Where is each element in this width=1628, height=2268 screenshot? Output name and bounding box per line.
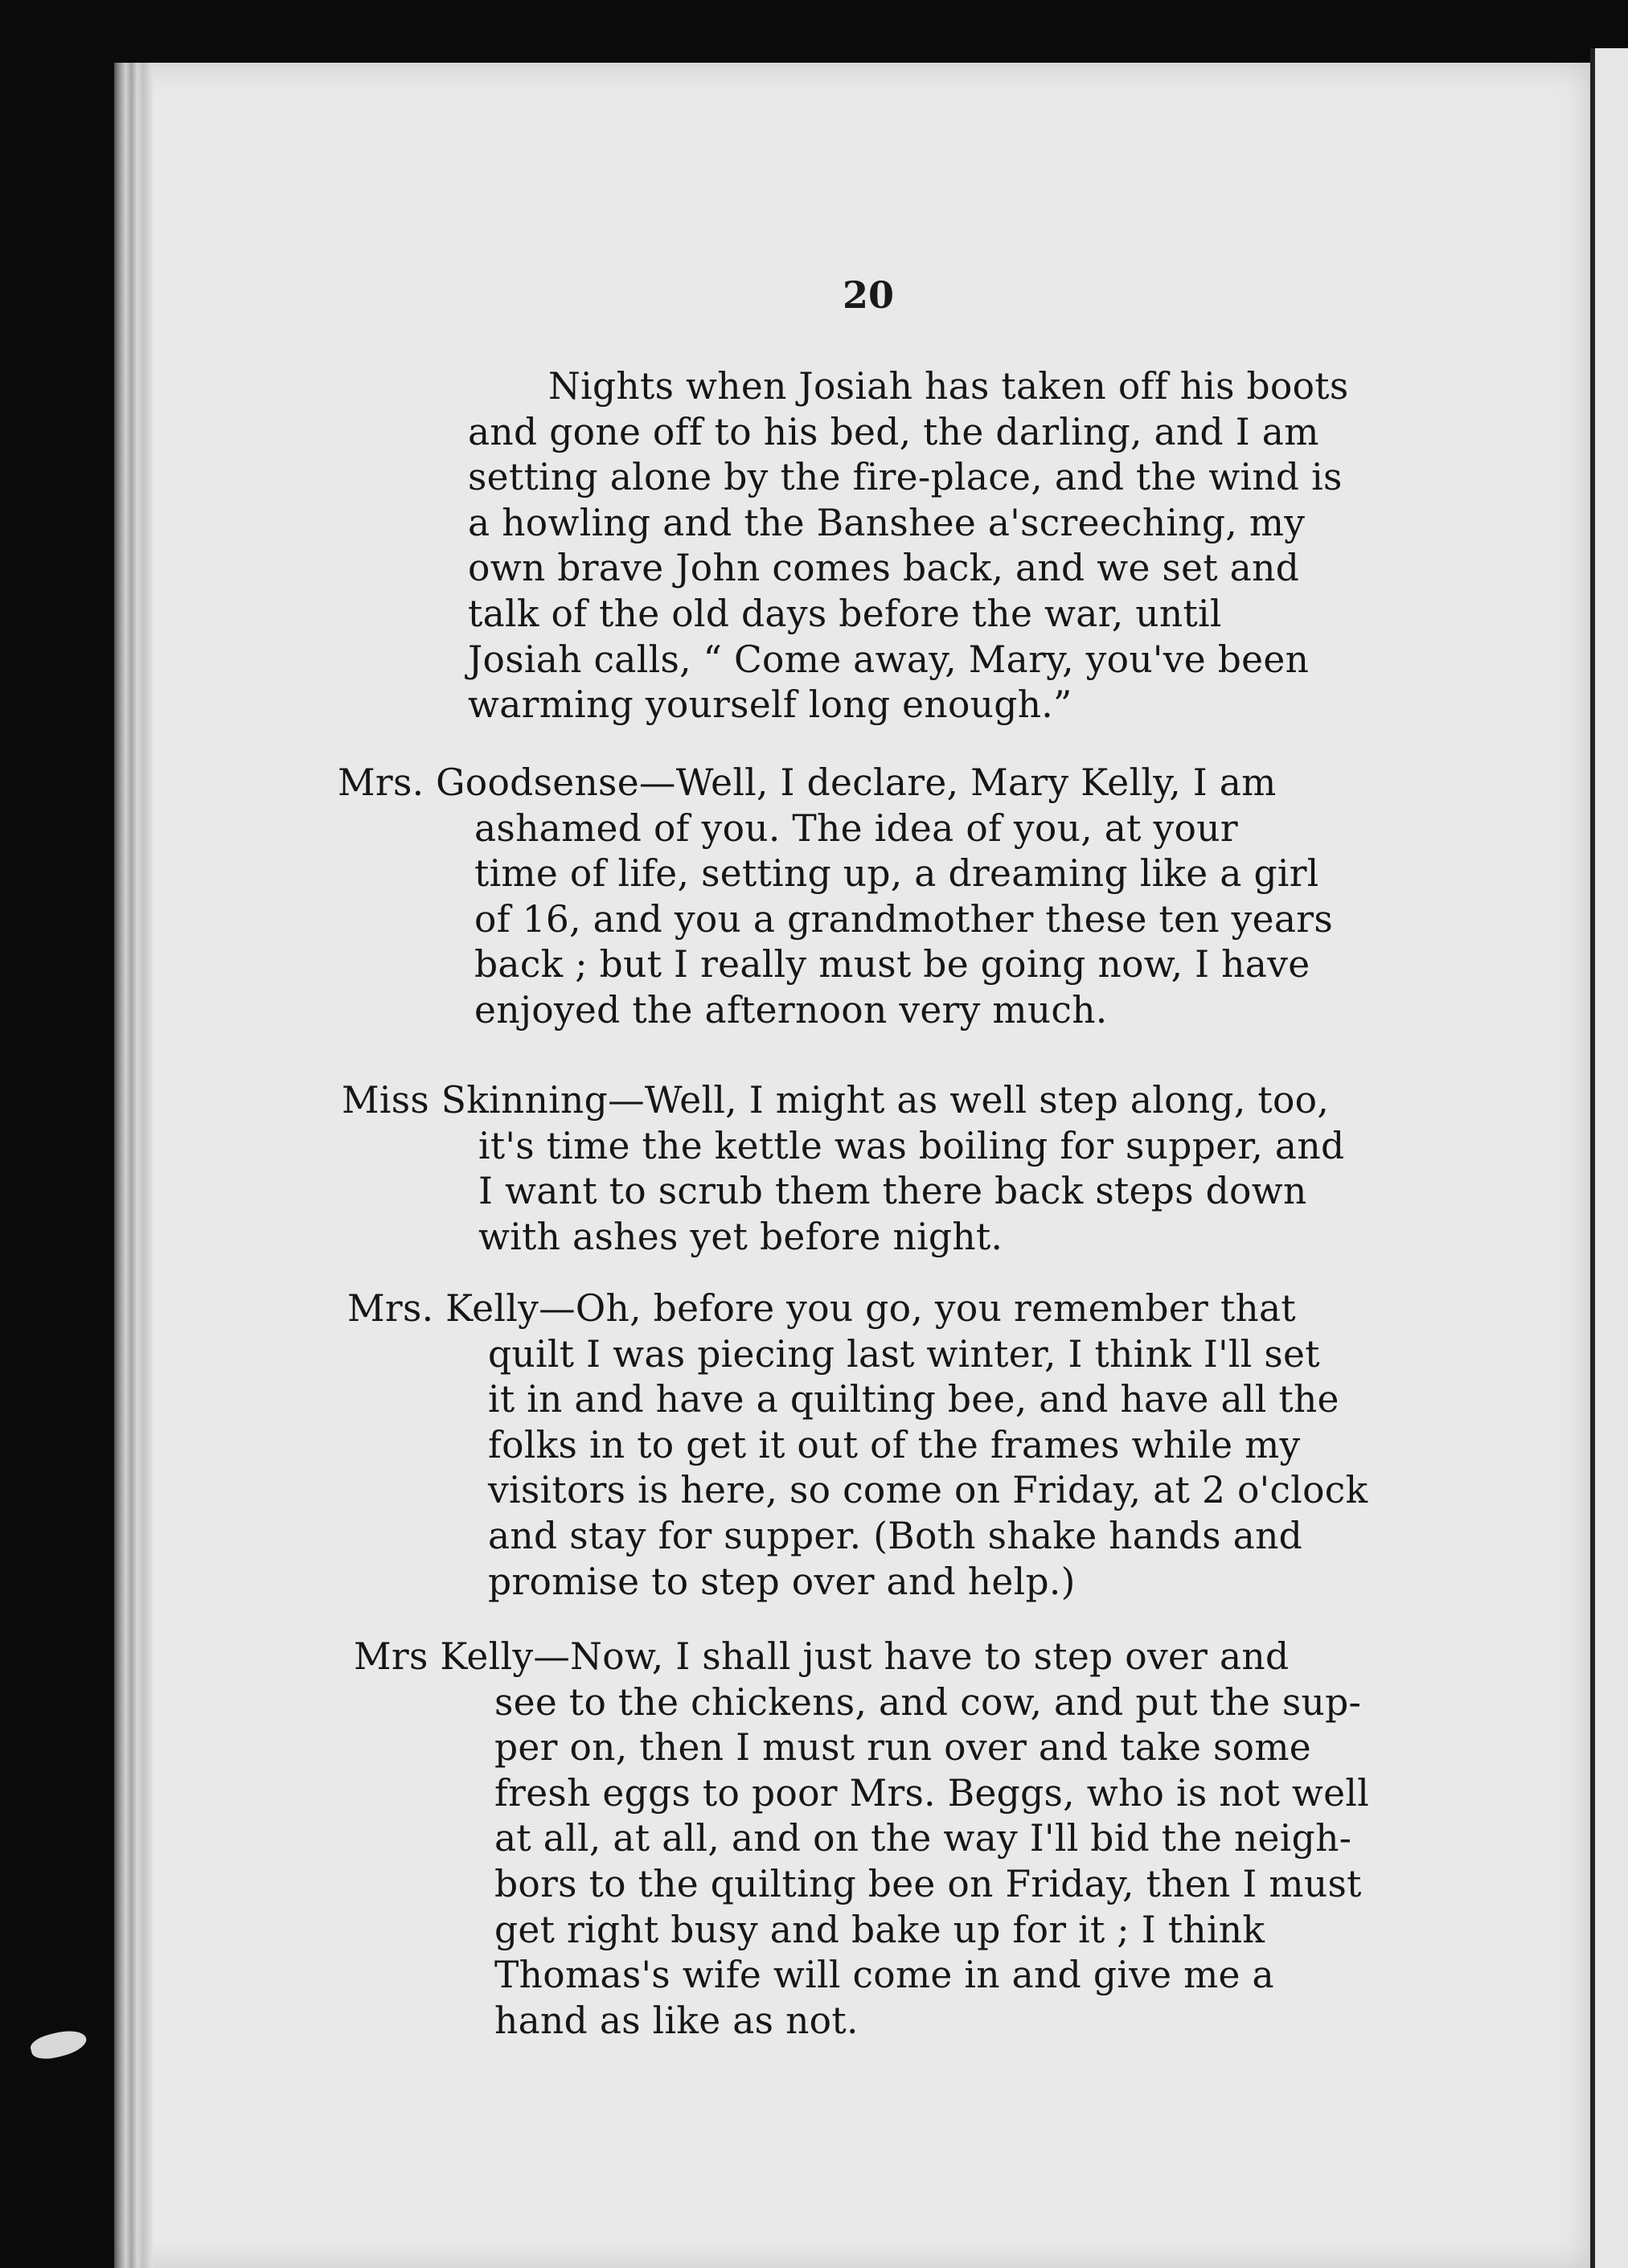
speech-line: back ; but I really must be going now, I have xyxy=(474,943,1310,986)
speech-line: Thomas's wife will come in and give me a xyxy=(494,1954,1274,1997)
page-number: 20 xyxy=(842,273,894,317)
speech-line: of 16, and you a grandmother these ten years xyxy=(474,897,1333,941)
paragraph-line: setting alone by the fire-place, and the wind is xyxy=(468,456,1343,499)
speech-line: it in and have a quilting bee, and have all the xyxy=(488,1378,1339,1421)
page-edge-line xyxy=(1590,48,1595,2268)
page-gutter xyxy=(114,63,153,2268)
page-right-edge xyxy=(1590,48,1628,2268)
speech-line: per on, then I must run over and take some xyxy=(494,1726,1312,1770)
paragraph-line: own brave John comes back, and we set and xyxy=(468,547,1300,590)
intro-paragraph xyxy=(468,364,1417,728)
speech-line: quilt I was piecing last winter, I think I'll set xyxy=(488,1332,1320,1376)
speech-line: time of life, setting up, a dreaming like a girl xyxy=(474,852,1319,896)
speech-line: ashamed of you. The idea of you, at your xyxy=(474,806,1238,850)
speech-line: it's time the kettle was boiling for supper, and xyxy=(478,1124,1345,1167)
speech-line: bors to the quilting bee on Friday, then I must xyxy=(494,1862,1362,1905)
speech-line: Miss Skinning—Well, I might as well step along, too, xyxy=(342,1079,1330,1122)
speech-line: Mrs Kelly—Now, I shall just have to step over and xyxy=(354,1635,1290,1678)
scan-smudge xyxy=(28,2025,88,2063)
speech-line: promise to step over and help.) xyxy=(488,1560,1076,1603)
speech-line: visitors is here, so come on Friday, at 2 o'clock xyxy=(488,1469,1368,1512)
speech-line: get right busy and bake up for it ; I think xyxy=(494,1908,1265,1951)
paragraph-line: Josiah calls, “ Come away, Mary, you've been xyxy=(468,638,1310,681)
speech-line: Mrs. Kelly—Oh, before you go, you remember that xyxy=(347,1287,1297,1330)
paragraph-line: Nights when Josiah has taken off his boots xyxy=(548,365,1349,408)
speech-line: hand as like as not. xyxy=(494,1999,859,2042)
speech-line: Mrs. Goodsense—Well, I declare, Mary Kelly, I am xyxy=(338,761,1277,804)
speech-line: and stay for supper. (Both shake hands and xyxy=(488,1514,1303,1557)
speech-line: I want to scrub them there back steps down xyxy=(478,1170,1307,1213)
paragraph-line: and gone off to his bed, the darling, and I am xyxy=(468,410,1319,453)
speech-line: with ashes yet before night. xyxy=(478,1215,1003,1258)
speech-mrs-kelly xyxy=(347,1286,1368,1605)
speech-line: folks in to get it out of the frames while my xyxy=(488,1423,1301,1466)
speech-mrs-goodsense xyxy=(338,761,1333,1034)
speech-line: enjoyed the afternoon very much. xyxy=(474,988,1108,1031)
paragraph-line: a howling and the Banshee a'screeching, my xyxy=(468,501,1306,544)
speech-miss-skinning xyxy=(342,1078,1344,1260)
speech-line: fresh eggs to poor Mrs. Beggs, who is not well xyxy=(494,1771,1370,1815)
speech-line: see to the chickens, and cow, and put the sup- xyxy=(494,1680,1362,1724)
speech-mrs-kelly-2 xyxy=(354,1634,1369,2044)
speech-line: at all, at all, and on the way I'll bid the neigh- xyxy=(494,1817,1352,1860)
paragraph-line: warming yourself long enough.” xyxy=(468,683,1072,727)
paragraph-line: talk of the old days before the war, until xyxy=(468,592,1222,635)
